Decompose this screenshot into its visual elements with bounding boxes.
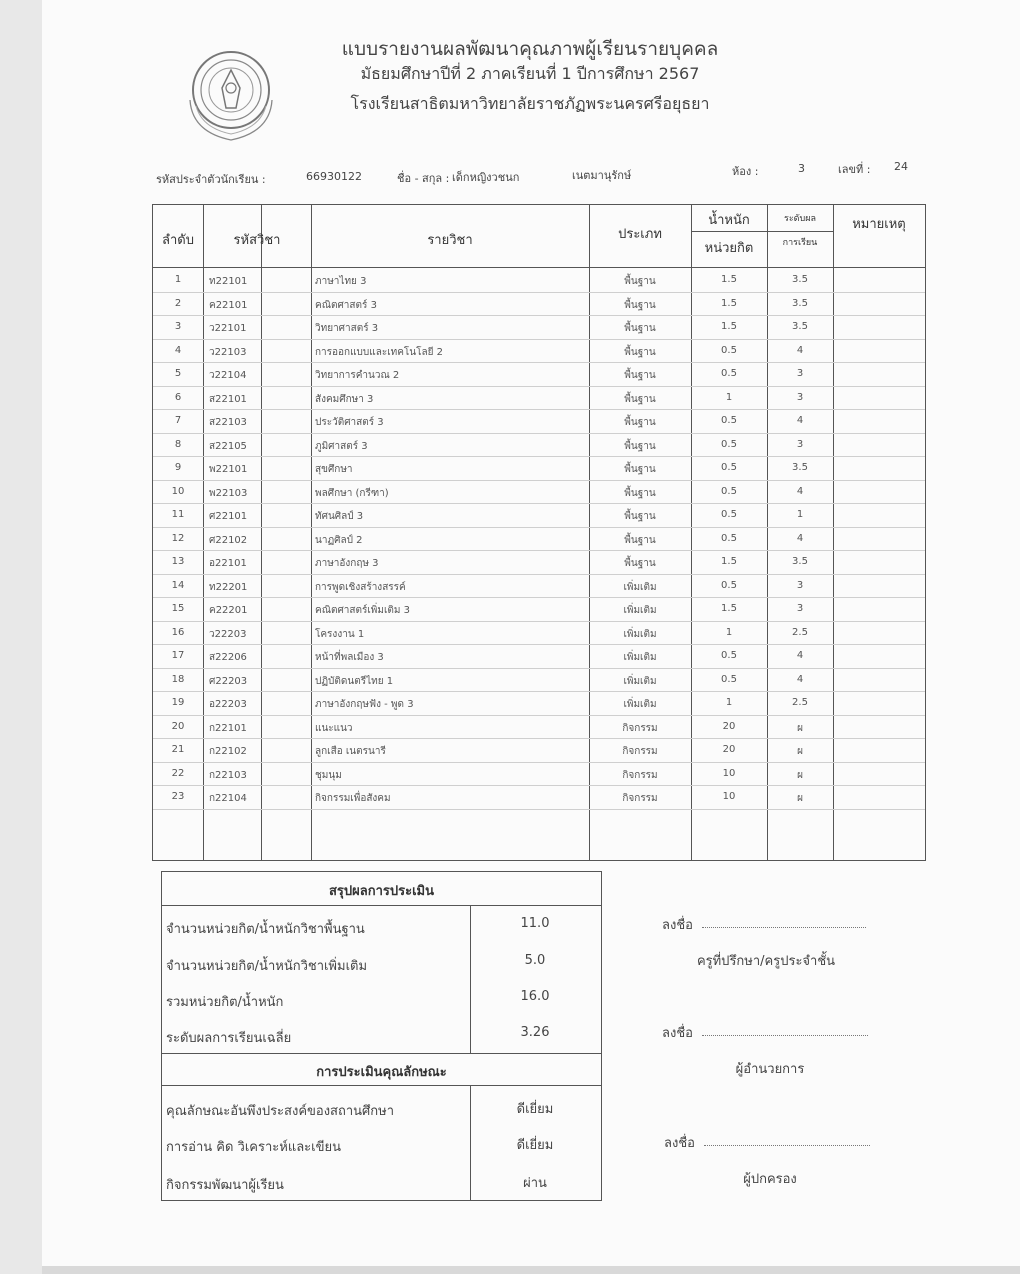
row-type: เพิ่มเติม <box>623 652 657 663</box>
table-row <box>153 480 925 481</box>
row-subject: แนะแนว <box>315 722 353 734</box>
summary-value-core: 11.0 <box>520 916 550 931</box>
header-credit: หน่วยกิต <box>704 241 754 256</box>
row-code: พ22103 <box>209 487 248 499</box>
row-subject: ภาษาอังกฤษ 3 <box>315 558 379 569</box>
header-no: ลำดับ <box>162 233 194 248</box>
grades-table <box>152 204 926 861</box>
row-type: พื้นฐาน <box>624 487 656 499</box>
table-row <box>153 409 925 410</box>
report-title: แบบรายงานผลพัฒนาคุณภาพผู้เรียนรายบุคคล <box>341 38 719 60</box>
row-no: 3 <box>174 321 182 332</box>
row-type: พื้นฐาน <box>624 276 656 287</box>
row-grade: 4 <box>796 485 804 497</box>
summary-value-total: 16.0 <box>520 989 550 1004</box>
row-no: 6 <box>174 391 182 403</box>
row-type: พื้นฐาน <box>624 558 656 569</box>
row-subject: ชุมนุม <box>315 769 342 781</box>
signature-title-parent: ผู้ปกครอง <box>743 1172 797 1187</box>
eval-label-activity: กิจกรรมพัฒนาผู้เรียน <box>166 1178 284 1193</box>
row-code: ก22101 <box>209 722 247 734</box>
row-code: ส22105 <box>209 440 247 452</box>
row-type: กิจกรรม <box>622 769 658 781</box>
row-code: ส22103 <box>209 417 247 428</box>
row-no: 22 <box>171 767 185 779</box>
row-type: พื้นฐาน <box>624 417 656 428</box>
row-code: ก22102 <box>209 746 247 757</box>
row-code: ศ22101 <box>209 511 248 522</box>
row-subject: วิทยาการคำนวณ 2 <box>315 370 400 381</box>
row-no: 4 <box>174 344 182 356</box>
row-no: 10 <box>171 485 185 497</box>
row-grade: 4 <box>796 650 804 661</box>
row-code: อ22203 <box>209 699 247 710</box>
row-no: 15 <box>171 603 185 614</box>
row-type: พื้นฐาน <box>624 440 656 452</box>
row-no: 8 <box>174 438 182 450</box>
row-subject: นาฏศิลป์ 2 <box>315 534 363 546</box>
row-code: ว22103 <box>209 346 247 358</box>
summary-label-gpa: ระดับผลการเรียนเฉลี่ย <box>166 1031 292 1046</box>
row-grade: 4 <box>796 673 804 685</box>
row-credit: 0.5 <box>721 485 737 497</box>
row-credit: 0.5 <box>721 579 737 591</box>
table-row <box>153 785 925 786</box>
row-no: 1 <box>174 274 182 285</box>
row-credit: 1 <box>725 626 733 638</box>
signature-title-director: ผู้อำนวยการ <box>735 1062 805 1077</box>
row-subject: ทัศนศิลป์ 3 <box>315 511 364 522</box>
row-code: ท22101 <box>209 276 248 287</box>
summary-value-extra: 5.0 <box>524 953 546 968</box>
term-line: มัธยมศึกษาปีที่ 2 ภาคเรียนที่ 1 ปีการศึกษา 2567 <box>360 64 700 83</box>
table-row <box>153 315 925 316</box>
signature-label-director: ลงชื่อ <box>662 1026 693 1041</box>
row-subject: คณิตศาสตร์เพิ่มเติม 3 <box>315 605 411 616</box>
header-subject: รายวิชา <box>427 233 473 248</box>
room-value: 3 <box>798 162 805 175</box>
row-subject: ลูกเสือ เนตรนารี <box>315 746 386 757</box>
row-subject: พลศึกษา (กรีฑา) <box>315 487 389 499</box>
row-credit: 0.5 <box>721 509 737 520</box>
row-type: กิจกรรม <box>622 722 658 734</box>
table-row <box>153 668 925 669</box>
row-type: พื้นฐาน <box>624 534 656 546</box>
row-subject: กิจกรรมเพื่อสังคม <box>315 793 391 804</box>
table-row <box>153 691 925 692</box>
table-row <box>153 597 925 598</box>
row-type: พื้นฐาน <box>624 346 656 358</box>
row-type: เพิ่มเติม <box>623 699 657 710</box>
number-label: เลขที่ : <box>838 163 871 176</box>
row-credit: 1.5 <box>721 274 737 285</box>
row-type: เพิ่มเติม <box>623 581 657 593</box>
row-grade: 3 <box>796 438 804 450</box>
student-name-label: ชื่อ - สกุล : <box>397 172 450 185</box>
row-code: ก22103 <box>209 769 247 781</box>
table-row <box>153 362 925 363</box>
row-type: พื้นฐาน <box>624 323 656 334</box>
summary-label-extra: จำนวนหน่วยกิต/น้ำหนักวิชาเพิ่มเติม <box>166 959 368 974</box>
row-grade: 2.5 <box>792 697 808 708</box>
row-type: เพิ่มเติม <box>623 675 657 687</box>
row-type: พื้นฐาน <box>624 511 656 522</box>
table-row <box>153 621 925 622</box>
row-grade: 2.5 <box>792 626 808 638</box>
row-credit: 1 <box>725 697 733 708</box>
eval-label-character: คุณลักษณะอันพึงประสงค์ของสถานศึกษา <box>166 1104 395 1119</box>
eval-value-character: ดีเยี่ยม <box>516 1102 554 1117</box>
summary-title: สรุปผลการประเมิน <box>328 884 435 899</box>
row-grade: 4 <box>796 415 804 426</box>
row-type: พื้นฐาน <box>624 393 656 405</box>
row-subject: ประวัติศาสตร์ 3 <box>315 417 384 428</box>
student-first-name: เด็กหญิงวชนก <box>452 171 520 184</box>
row-credit: 1.5 <box>721 297 737 309</box>
student-id: 66930122 <box>306 170 362 183</box>
summary-box <box>161 871 602 1201</box>
row-code: ว22203 <box>209 628 247 640</box>
table-row <box>153 339 925 340</box>
row-grade: 4 <box>796 532 804 544</box>
row-grade: 3 <box>796 368 804 379</box>
row-no: 14 <box>171 579 185 591</box>
row-no: 11 <box>171 509 185 520</box>
signature-line-advisor <box>702 926 866 928</box>
header-type: ประเภท <box>618 227 662 242</box>
row-code: ศ22102 <box>209 534 248 546</box>
row-no: 7 <box>174 415 182 426</box>
header-grade-bottom: การเรียน <box>782 238 818 248</box>
row-credit: 10 <box>722 767 736 779</box>
row-credit: 0.5 <box>721 368 737 379</box>
row-code: อ22101 <box>209 558 247 569</box>
row-no: 12 <box>171 532 185 544</box>
row-subject: ภาษาอังกฤษฟัง - พูด 3 <box>315 699 414 710</box>
signature-line-parent <box>704 1144 870 1146</box>
student-id-label: รหัสประจำตัวนักเรียน : <box>156 173 266 186</box>
row-credit: 20 <box>722 720 736 732</box>
row-code: ก22104 <box>209 793 247 804</box>
row-code: ว22101 <box>209 323 247 334</box>
eval-label-reading: การอ่าน คิด วิเคราะห์และเขียน <box>166 1140 341 1155</box>
row-credit: 1.5 <box>721 556 737 567</box>
row-type: กิจกรรม <box>622 793 658 804</box>
table-row <box>153 809 925 810</box>
table-row <box>153 644 925 645</box>
signature-label-advisor: ลงชื่อ <box>662 918 693 933</box>
row-subject: โครงงาน 1 <box>315 628 365 640</box>
room-label: ห้อง : <box>732 165 759 178</box>
summary-value-gpa: 3.26 <box>520 1025 550 1040</box>
row-no: 2 <box>174 297 182 309</box>
row-code: ค22201 <box>209 605 248 616</box>
row-subject: การพูดเชิงสร้างสรรค์ <box>315 581 406 593</box>
row-subject: สุขศึกษา <box>315 464 353 475</box>
row-subject: ภาษาไทย 3 <box>315 276 367 287</box>
row-credit: 10 <box>722 791 736 802</box>
row-no: 18 <box>171 673 185 685</box>
table-row <box>153 574 925 575</box>
row-grade: 3.5 <box>792 274 808 285</box>
row-credit: 0.5 <box>721 415 737 426</box>
row-grade: 3 <box>796 391 804 403</box>
row-subject: หน้าที่พลเมือง 3 <box>315 652 384 663</box>
row-grade: 3.5 <box>792 321 808 332</box>
row-code: ศ22203 <box>209 675 248 687</box>
school-name: โรงเรียนสาธิตมหาวิทยาลัยราชภัฏพระนครศรีอยุธยา <box>350 94 710 113</box>
row-code: ส22206 <box>209 652 247 663</box>
row-no: 9 <box>174 462 182 473</box>
table-row <box>153 456 925 457</box>
table-row <box>153 527 925 528</box>
row-subject: การออกแบบและเทคโนโลยี 2 <box>315 346 443 358</box>
header-remark: หมายเหตุ <box>852 217 906 232</box>
row-code: ค22101 <box>209 299 248 311</box>
signature-label-parent: ลงชื่อ <box>664 1136 695 1151</box>
table-row <box>153 503 925 504</box>
row-subject: ปฏิบัติดนตรีไทย 1 <box>315 675 394 687</box>
row-grade: 3.5 <box>792 297 808 309</box>
row-grade: ผ <box>797 722 803 734</box>
row-credit: 0.5 <box>721 532 737 544</box>
row-no: 20 <box>171 720 185 732</box>
table-row <box>153 292 925 293</box>
number-value: 24 <box>894 160 908 173</box>
row-no: 17 <box>171 650 185 661</box>
row-grade: 3.5 <box>792 462 808 473</box>
row-grade: ผ <box>797 746 803 757</box>
row-grade: 3 <box>796 603 804 614</box>
row-subject: ภูมิศาสตร์ 3 <box>315 440 368 452</box>
eval-value-activity: ผ่าน <box>523 1176 547 1191</box>
header-grade-top: ระดับผล <box>783 214 816 224</box>
row-type: พื้นฐาน <box>624 299 656 311</box>
summary-label-total: รวมหน่วยกิต/น้ำหนัก <box>166 995 284 1010</box>
row-code: พ22101 <box>209 464 248 475</box>
row-type: กิจกรรม <box>622 746 658 757</box>
eval-value-reading: ดีเยี่ยม <box>516 1138 554 1153</box>
table-row <box>153 550 925 551</box>
row-grade: 3 <box>796 579 804 591</box>
row-no: 5 <box>174 368 182 379</box>
row-code: ท22201 <box>209 581 248 593</box>
row-credit: 0.5 <box>721 462 737 473</box>
row-type: พื้นฐาน <box>624 370 656 381</box>
table-row <box>153 762 925 763</box>
row-credit: 0.5 <box>721 344 737 356</box>
row-no: 23 <box>171 791 185 802</box>
student-last-name: เนตมานุรักษ์ <box>572 169 632 182</box>
table-row <box>153 433 925 434</box>
summary-label-core: จำนวนหน่วยกิต/น้ำหนักวิชาพื้นฐาน <box>166 922 365 937</box>
row-type: เพิ่มเติม <box>623 605 657 616</box>
page-bottom-edge <box>42 1266 1020 1274</box>
signature-line-director <box>702 1034 868 1036</box>
row-no: 13 <box>171 556 185 567</box>
row-subject: คณิตศาสตร์ 3 <box>315 299 377 311</box>
table-row <box>153 386 925 387</box>
row-credit: 1 <box>725 391 733 403</box>
row-type: พื้นฐาน <box>624 464 656 475</box>
row-credit: 0.5 <box>721 673 737 685</box>
row-grade: 1 <box>796 509 804 520</box>
row-subject: วิทยาศาสตร์ 3 <box>315 323 379 334</box>
row-credit: 1.5 <box>721 603 737 614</box>
header-code: รหัสวิชา <box>233 233 281 248</box>
school-logo-icon <box>182 40 280 150</box>
row-grade: ผ <box>797 769 803 781</box>
row-subject: สังคมศึกษา 3 <box>315 393 374 405</box>
row-code: ว22104 <box>209 370 247 381</box>
table-row <box>153 715 925 716</box>
row-credit: 1.5 <box>721 321 737 332</box>
row-no: 21 <box>171 744 185 755</box>
row-no: 16 <box>171 626 185 638</box>
row-grade: 3.5 <box>792 556 808 567</box>
row-code: ส22101 <box>209 393 247 405</box>
signature-title-advisor: ครูที่ปรึกษา/ครูประจำชั้น <box>696 954 836 969</box>
row-grade: ผ <box>797 793 803 804</box>
row-credit: 20 <box>722 744 736 755</box>
row-type: เพิ่มเติม <box>623 628 657 640</box>
table-row <box>153 738 925 739</box>
row-credit: 0.5 <box>721 650 737 661</box>
row-no: 19 <box>171 697 185 708</box>
row-grade: 4 <box>796 344 804 356</box>
row-credit: 0.5 <box>721 438 737 450</box>
header-weight: น้ำหนัก <box>708 213 750 228</box>
evaluation-title: การประเมินคุณลักษณะ <box>316 1065 447 1080</box>
